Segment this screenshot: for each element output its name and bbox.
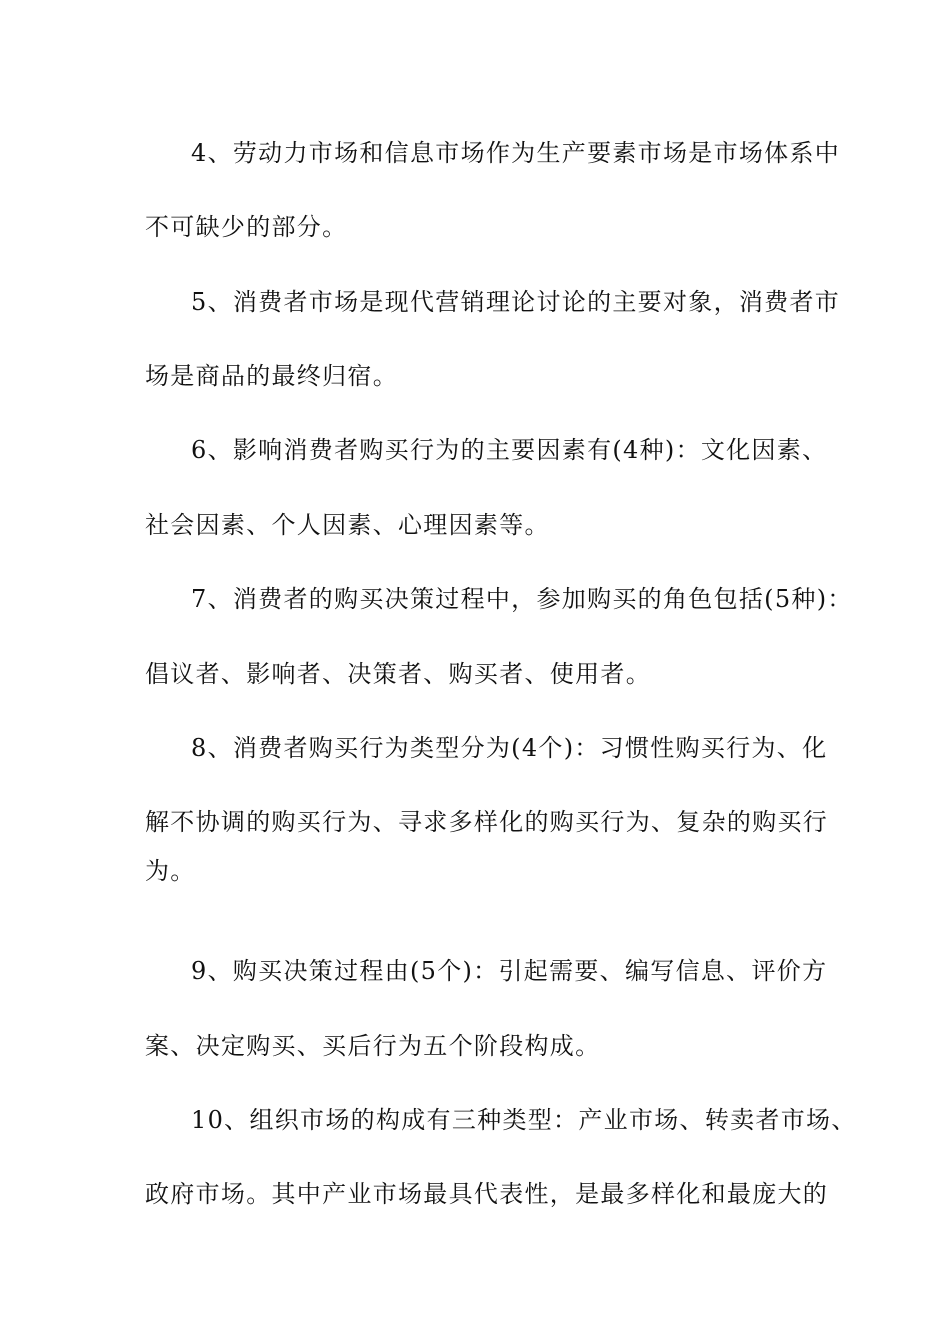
paragraph-6-line-1: 6、影响消费者购买行为的主要因素有(4种)：文化因素、 xyxy=(191,436,828,464)
paragraph-6-line-2: 社会因素、个人因素、心理因素等。 xyxy=(145,511,550,539)
paragraph-5-line-2: 场是商品的最终归宿。 xyxy=(145,362,398,390)
paragraph-5-line-1: 5、消费者市场是现代营销理论讨论的主要对象，消费者市 xyxy=(191,288,841,316)
paragraph-9-line-2: 案、决定购买、买后行为五个阶段构成。 xyxy=(145,1032,601,1060)
paragraph-10-line-1: 10、组织市场的构成有三种类型：产业市场、转卖者市场、 xyxy=(191,1106,857,1134)
paragraph-8-line-1: 8、消费者购买行为类型分为(4个)：习惯性购买行为、化 xyxy=(191,734,828,762)
paragraph-7-line-1: 7、消费者的购买决策过程中，参加购买的角色包括(5种)： xyxy=(191,585,853,613)
paragraph-10-line-2: 政府市场。其中产业市场最具代表性，是最多样化和最庞大的 xyxy=(145,1180,829,1208)
paragraph-4-line-1: 4、劳动力市场和信息市场作为生产要素市场是市场体系中 xyxy=(191,139,841,167)
paragraph-9-line-1: 9、购买决策过程由(5个)：引起需要、编写信息、评价方 xyxy=(191,957,828,985)
paragraph-8-line-3: 为。 xyxy=(145,857,196,885)
paragraph-7-line-2: 倡议者、影响者、决策者、购买者、使用者。 xyxy=(145,660,651,688)
paragraph-4-line-2: 不可缺少的部分。 xyxy=(145,213,348,241)
paragraph-8-line-2: 解不协调的购买行为、寻求多样化的购买行为、复杂的购买行 xyxy=(145,808,829,836)
